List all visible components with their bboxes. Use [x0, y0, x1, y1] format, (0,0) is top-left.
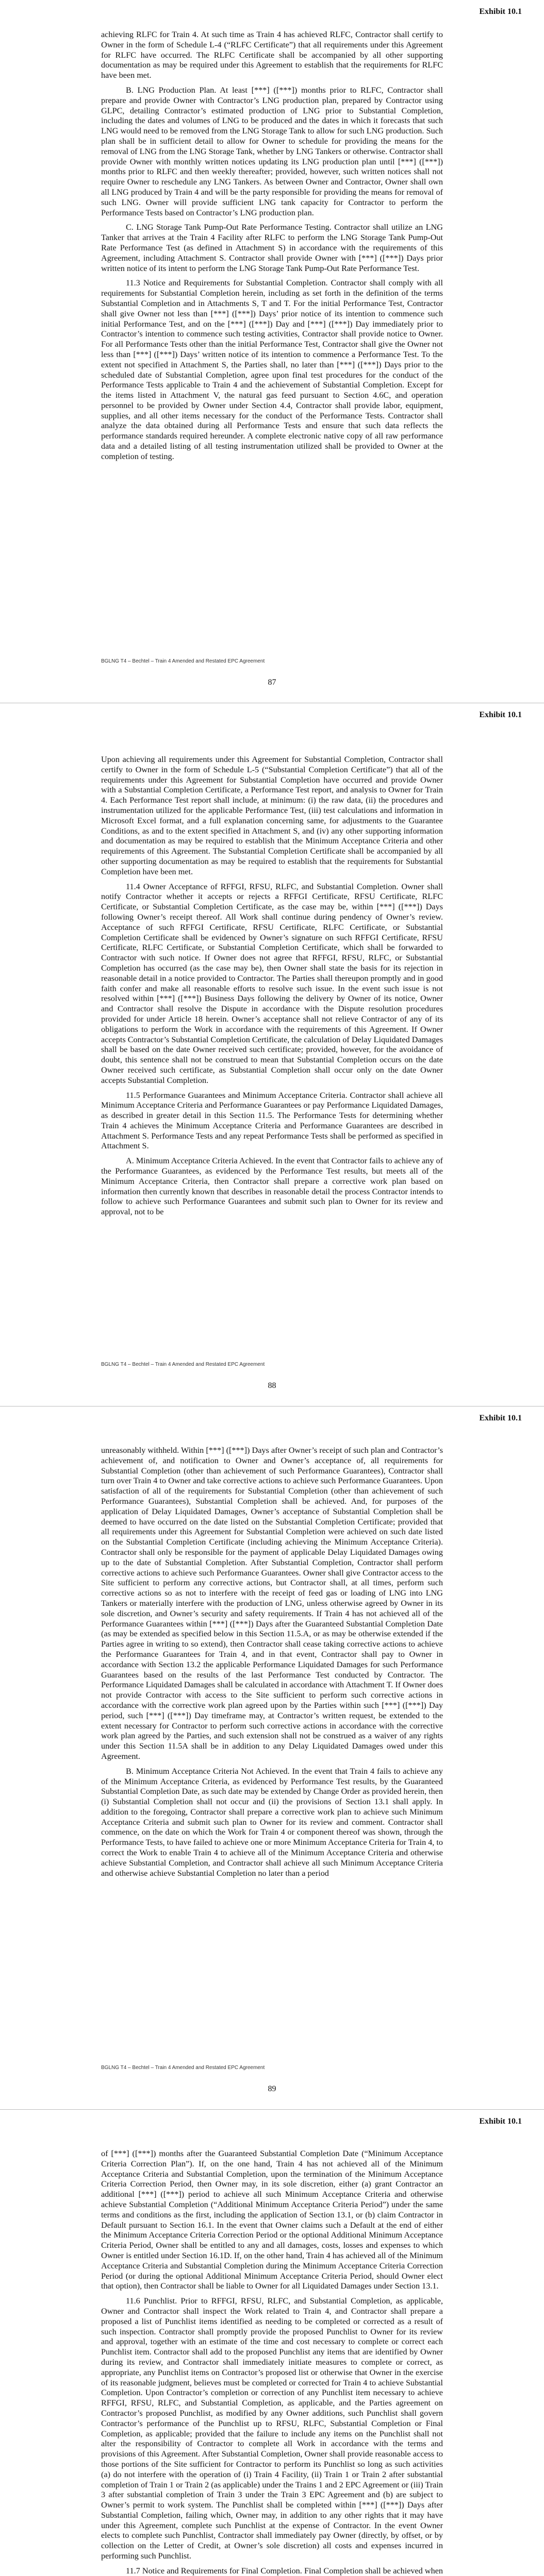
- document-page: [0, 1406, 544, 2110]
- paragraph: 11.7 Notice and Requirements for Final Completion. Final Completion shall be achieved when: [126, 2566, 443, 2575]
- paragraph: of [***] ([***]) months after the Guaranteed Substantial Completion Date (“Minimum Acceptance Criteria Correction Plan”). If, on the one hand, Train 4 has not achieved all of the Minimum Acceptance Criteria and Substantial Completion, upon the termination of the Minimum Acceptance Criteria Correction Period, then Owner may, in its sole discretion, either (a) grant Contractor an additional [***] ([***]) period to achieve all such Minimum Acceptance Criteria and otherwise achieve Substantial Completion (“Additional Minimum Acceptance Criteria Period”) under the same terms and conditions as the first, including the application of Section 13.1, or (b) claim Contractor in Default pursuant to Section 16.1. In the event that Owner claims such a Default at the end of either the Minimum Acceptance Criteria Correction Period or the optional Additional Minimum Acceptance Criteria Period, Owner shall be entitled to any and all damages, costs, losses and expenses to which Owner is entitled under Section 16.1D. If, on the other hand, Train 4 has achieved all of the Minimum Acceptance Criteria and Substantial Completion during the Minimum Acceptance Criteria Correction Period (or during the optional Additional Minimum Acceptance Criteria Period, should Owner elect that option), then Contractor shall be liable to Owner for all Liquidated Damages under Section 13.1.: [101, 2149, 443, 2291]
- page-number: 89: [268, 2084, 276, 2093]
- page-body: [101, 30, 443, 467]
- paragraph: 11.6 Punchlist. Prior to RFFGI, RFSU, RLFC, and Substantial Completion, as applicable, Owner and Contractor shall inspect the Work related to Train 4, and Contractor shall prepare a proposed a list of Punchlist items identified as needing to be completed or corrected as a result of such inspection. Contractor shall promptly provide the proposed Punchlist to Owner for its review and approval, together with an estimate of the time and cost necessary to complete or correct each Punchlist item. Contractor shall add to the proposed Punchlist any items that are identified by Owner during its review, and Contractor shall immediately initiate measures to complete or correct, as appropriate, any Punchlist items on Contractor’s proposed list or otherwise that Owner in the exercise of its reasonable judgment, believes must be completed or corrected for Train 4 to achieve Substantial Completion. Upon Contractor’s completion or correction of any Punchlist item necessary to achieve RFFGI, RFSU, RLFC, and Substantial Completion, as applicable, and the Parties agreement on Contractor’s proposed Punchlist, as modified by any Owner additions, such Punchlist shall govern Contractor’s performance of the Punchlist up to RFSU, RLFC, Substantial Completion or Final Completion, as applicable; provided that the failure to include any items on the Punchlist shall not alter the responsibility of Contractor to complete all Work in accordance with the terms and provisions of this Agreement. After Substantial Completion, Owner shall provide reasonable access to those portions of the Site sufficient for Contractor to perform its Punchlist so long as such activities (a) do not interfere with the operation of (i) Train 4 Facility, (ii) Train 1 or Train 2 after substantial completion of Train 1 or Train 2 (as applicable) under the Trains 1 and 2 EPC Agreement or (iii) Train 3 after substantial completion of Train 3 under the Train 3 EPC Agreement and (b) are subject to Owner’s permit to work system. The Punchlist shall be completed within [***] ([***]) Days after Substantial Completion, failing which, Owner may, in addition to any other rights that it may have under this Agreement, complete such Punchlist at the expense of Contractor. In the event Owner elects to complete such Punchlist, Contractor shall immediately pay Owner (directly, by offset, or by collection on the Letter of Credit, at Owner’s sole discretion) all costs and expenses incurred in performing such Punchlist.: [101, 2296, 443, 2561]
- exhibit-label: Exhibit 10.1: [479, 1414, 522, 1422]
- paragraph: Upon achieving all requirements under this Agreement for Substantial Completion, Contractor shall certify to Owner in the form of Schedule L-5 (“Substantial Completion Certificate”) that all of the requirements under this Agreement for Substantial Completion have occurred and provide Owner with a Substantial Completion Certificate, a Performance Test report, and analysis to Owner for Train 4. Each Performance Test report shall include, at minimum: (i) the raw data, (ii) the procedures and instrumentation utilized for the applicable Performance Test, (iii) test calculations and information in Microsoft Excel format, and a full explanation concerning same, for adjustments to the Guarantee Conditions, as and to the extent specified in Attachment S, and (iv) any other supporting information and documentation as may be required to establish that the Minimum Acceptance Criteria and other requirements of this Agreement. The Substantial Completion Certificate shall be accompanied by all other supporting documentation as may be required to establish that the requirements for Substantial Completion have been met.: [101, 755, 443, 876]
- paragraph: achieving RLFC for Train 4. At such time as Train 4 has achieved RLFC, Contractor shall certify to Owner in the form of Schedule L-4 (“RLFC Certificate”) that all requirements under this Agreement for RLFC have occurred. The RLFC Certificate shall be accompanied by all other supporting documentation as may be required under this Agreement to establish that the requirements for RLFC have been met.: [101, 30, 443, 80]
- page-footer: BGLNG T4 – Bechtel – Train 4 Amended and Restated EPC Agreement: [101, 2065, 265, 2071]
- paragraph: 11.3 Notice and Requirements for Substantial Completion. Contractor shall comply with all requirements for Substantial Completion herein, including as set forth in the definition of the terms Substantial Completion and in Attachments S, T and T. For the initial Performance Test, Contractor shall give Owner not less than [***] ([***]) Days’ prior notice of its intention to commence such initial Performance Test, and on the [***] ([***]) Day and [***] ([***]) Day immediately prior to Contractor’s intention to commence such testing activities, Contractor shall provide notice to Owner. For all Performance Tests other than the initial Performance Test, Contractor shall give the Owner not less than [***] ([***]) Days’ written notice of its intention to commence a Performance Test. To the extent not specified in Attachment S, the Parties shall, no later than [***] ([***]) Days prior to the scheduled date of Substantial Completion, agree upon final test procedures for the conduct of the Performance Tests applicable to Train 4 and the achievement of Substantial Completion. Except for the items listed in Attachment V, the natural gas feed pursuant to Section 4.6C, and operation personnel to be provided by Owner under Section 4.4, Contractor shall provide labor, equipment, supplies, and all other items necessary for the conduct of the Performance Tests. Contractor shall analyze the data obtained during all Performance Tests and ensure that such data reflects the performance standards required hereunder. A complete electronic native copy of all raw performance data and a detailed listing of all testing instrumentation utilized shall be provided to Owner at the completion of testing.: [101, 278, 443, 461]
- document-page: [0, 703, 544, 1406]
- paragraph: 11.4 Owner Acceptance of RFFGI, RFSU, RLFC, and Substantial Completion. Owner shall notify Contractor whether it accepts or rejects a RFFGI Certificate, RFSU Certificate, RLFC Certificate, or Substantial Completion Certificate, as the case may be, within [***] ([***]) Days following Owner’s receipt thereof. All Work shall continue during pendency of Owner’s review. Acceptance of such RFFGI Certificate, RFSU Certificate, RLFC Certificate, or Substantial Completion Certificate shall be evidenced by Owner’s signature on such RFFGI Certificate, RFSU Certificate, RLFC Certificate, or Substantial Completion Certificate, which shall be forwarded to Contractor with such notice. If Owner does not agree that RFFGI, RFSU, RLFC, or Substantial Completion has occurred (as the case may be), then Owner shall state the basis for its rejection in reasonable detail in a notice provided to Contractor. The Parties shall thereupon promptly and in good faith confer and make all reasonable efforts to resolve such issue. In the event such issue is not resolved within [***] ([***]) Business Days following the delivery by Owner of its notice, Owner and Contractor shall resolve the Dispute in accordance with the Dispute resolution procedures provided for under Article 18 herein. Owner’s acceptance shall not relieve Contractor of any of its obligations to perform the Work in accordance with the requirements of this Agreement. If Owner accepts Contractor’s Substantial Completion Certificate, the calculation of Delay Liquidated Damages shall be based on the date Owner received such certificate; provided, however, for the avoidance of doubt, this sentence shall not be construed to mean that Substantial Completion occurs on the date Owner received such certificate, as Substantial Completion shall occur only on the date Owner accepts Substantial Completion.: [101, 882, 443, 1085]
- page-footer: BGLNG T4 – Bechtel – Train 4 Amended and Restated EPC Agreement: [101, 658, 265, 664]
- page-body: [101, 755, 443, 1222]
- document-page: [0, 2110, 544, 2576]
- paragraph: unreasonably withheld. Within [***] ([***]) Days after Owner’s receipt of such plan and Contractor’s achievement of, and notification to Owner and Owner’s acceptance of, all requirements for Substantial Completion (other than achievement of such Performance Guarantees), Contractor shall turn over Train 4 to Owner and take corrective actions to achieve such Performance Guarantees. Upon satisfaction of all of the requirements for Substantial Completion (other than achievement of such Performance Guarantees), Substantial Completion shall be achieved. And, for purposes of the application of Delay Liquidated Damages, Owner’s acceptance of Substantial Completion shall be deemed to have occurred on the date listed on the Substantial Completion Certificate; provided that all requirements under this Agreement for Substantial Completion were achieved on such date listed on the Substantial Completion Certificate (including achieving the Minimum Acceptance Criteria). Contractor shall only be responsible for the payment of applicable Delay Liquidated Damages owing up to the date of Substantial Completion. After Substantial Completion, Contractor shall perform corrective actions to achieve such Performance Guarantees. Owner shall give Contractor access to the Site sufficient to perform any corrective actions, but Contractor shall, at all times, perform such corrective actions so as not to interfere with the receipt of feed gas or loading of LNG into LNG Tankers or materially interfere with the production of LNG, unless otherwise agreed by Owner in its sole discretion, and Owner’s security and safety requirements. If Train 4 has not achieved all of the Performance Guarantees within [***] ([***]) Days after the Guaranteed Substantial Completion Date (as may be extended as specified below in this Section 11.5.A, or as may be otherwise extended if the Parties agree in writing to so extend), then Contractor shall cease taking corrective actions to achieve the Performance Guarantees for Train 4, and in that event, Contractor shall pay to Owner in accordance with Section 13.2 the applicable Performance Liquidated Damages for such Performance Guarantees based on the results of the last Performance Test conducted by Contractor. The Performance Liquidated Damages shall be calculated in accordance with Attachment T. If Owner does not provide Contractor with access to the Site sufficient to perform such corrective actions in accordance with the corrective work plan agreed upon by the Parties within such [***] ([***]) Day period, such [***] ([***]) Day timeframe may, at Contractor’s written request, be extended to the extent necessary for Contractor to perform such corrective actions in accordance with the corrective work plan agreed by the Parties, and such extension shall not be construed as a waiver of any rights under this Section 11.5A shall be in addition to any Delay Liquidated Damages owed under this Agreement.: [101, 1446, 443, 1761]
- paragraph: 11.5 Performance Guarantees and Minimum Acceptance Criteria. Contractor shall achieve all Minimum Acceptance Criteria and Performance Guarantees or pay Performance Liquidated Damages, as described in greater detail in this Section 11.5. The Performance Tests for determining whether Train 4 achieves the Minimum Acceptance Criteria and Performance Guarantees are described in Attachment S. Performance Tests and any repeat Performance Tests shall be performed as specified in Attachment S.: [101, 1090, 443, 1151]
- page-number: 88: [268, 1381, 276, 1390]
- page-divider: [0, 2109, 544, 2110]
- document-page: [0, 0, 544, 703]
- exhibit-label: Exhibit 10.1: [479, 7, 522, 16]
- page-footer: BGLNG T4 – Bechtel – Train 4 Amended and Restated EPC Agreement: [101, 1362, 265, 1367]
- paragraph: B. Minimum Acceptance Criteria Not Achieved. In the event that Train 4 fails to achieve any of the Minimum Acceptance Criteria, as evidenced by Performance Test results, by the Guaranteed Substantial Completion Date, as such date may be extended by Change Order as provided herein, then (i) Substantial Completion shall not occur and (ii) the provisions of Section 13.1 shall apply. In addition to the foregoing, Contractor shall prepare a corrective work plan to achieve such Minimum Acceptance Criteria and submit such plan to Owner for its review and comment. Contractor shall commence, on the date on which the Work for Train 4 or component thereof was shown, through the Performance Tests, to have failed to achieve one or more Minimum Acceptance Criteria for Train 4, to correct the Work to enable Train 4 to achieve all of the Minimum Acceptance Criteria and otherwise achieve Substantial Completion, and Contractor shall achieve all such Minimum Acceptance Criteria and otherwise achieve Substantial Completion no later than a period: [101, 1766, 443, 1878]
- page-number: 87: [268, 678, 276, 687]
- exhibit-label: Exhibit 10.1: [479, 2117, 522, 2126]
- page-body: [101, 1446, 443, 1883]
- page-body: [101, 2149, 443, 2576]
- exhibit-label: Exhibit 10.1: [479, 710, 522, 719]
- paragraph: B. LNG Production Plan. At least [***] ([***]) months prior to RLFC, Contractor shall prepare and provide Owner with Contractor’s LNG production plan, prepared by Contractor using GLPC, detailing Contractor’s estimated production of LNG prior to Substantial Completion, including the dates and volumes of LNG to be produced and the dates in which it forecasts that such LNG would need to be removed from the LNG Storage Tank to allow for such LNG production. Such plan shall be in sufficient detail to allow for Owner to schedule for providing the means for the removal of LNG from the LNG Storage Tank, whether by LNG Tankers or otherwise. Contractor shall provide Owner with monthly written notices updating its LNG production plan until [***] ([***]) months prior to RLFC and then weekly thereafter; provided, however, such written notices shall not require Owner to reschedule any LNG Tankers. As between Owner and Contractor, Owner shall own all LNG produced by Train 4 and will be the party responsible for providing the means for removal of such LNG. Owner will provide sufficient LNG tank capacity for Contractor to perform the Performance Tests based on Contractor’s LNG production plan.: [101, 85, 443, 217]
- paragraph: A. Minimum Acceptance Criteria Achieved. In the event that Contractor fails to achieve any of the Performance Guarantees, as evidenced by the Performance Test results, but meets all of the Minimum Acceptance Criteria, then Contractor shall prepare a corrective work plan based on information then currently known that describes in reasonable detail the process Contractor intends to follow to achieve such Performance Guarantees and submit such plan to Owner for its review and approval, not to be: [101, 1156, 443, 1217]
- paragraph: C. LNG Storage Tank Pump-Out Rate Performance Testing. Contractor shall utilize an LNG Tanker that arrives at the Train 4 Facility after RLFC to perform the LNG Storage Tank Pump-Out Rate Performance Test (as defined in Attachment S) in accordance with the requirements of this Agreement, including Attachment S. Contractor shall provide Owner with [***] ([***]) Days prior written notice of its intent to perform the LNG Storage Tank Pump-Out Rate Performance Test.: [101, 223, 443, 273]
